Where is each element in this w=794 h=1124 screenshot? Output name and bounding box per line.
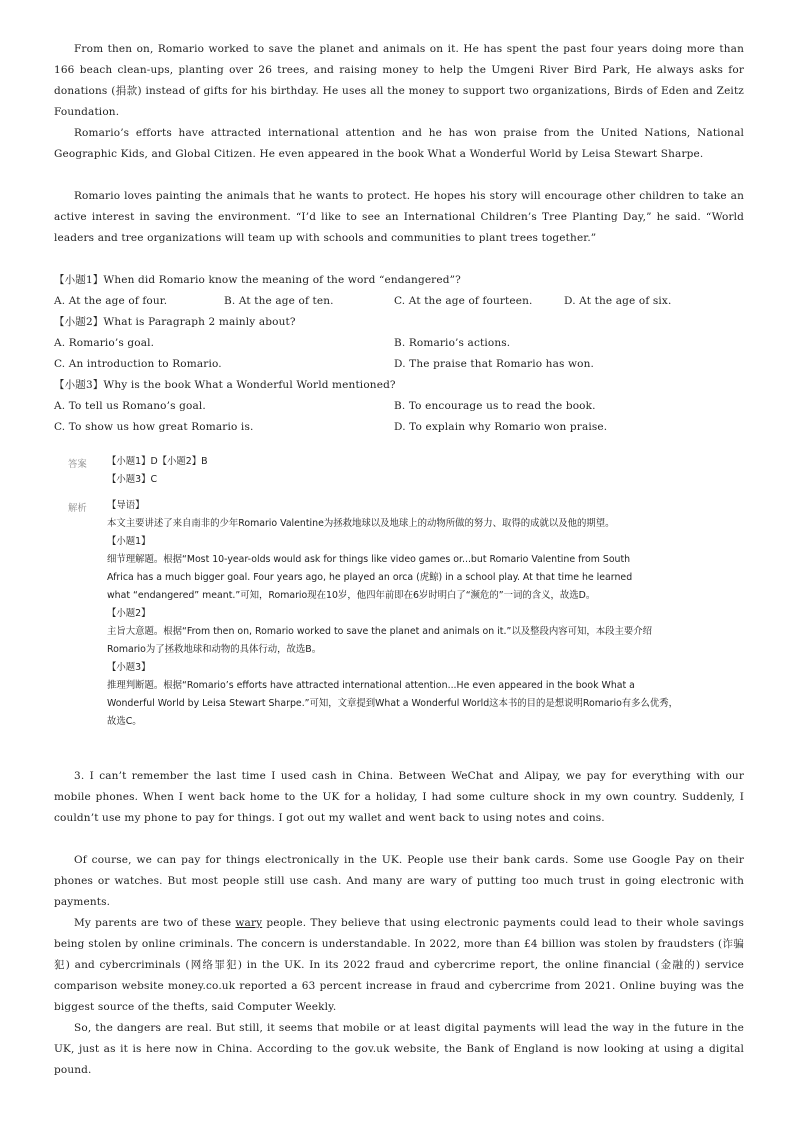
question-1-option-c: C. At the age of fourteen. [394,295,533,307]
question-1-stem: 【小题1】When did Romario know the meaning of the word “endangered”? [54,274,461,286]
passage2-paragraph-3 [54,913,744,1018]
answer-line-1: 【小题1】D【小题2】B [107,456,208,467]
answer-label: 答案 [68,459,87,470]
passage2-paragraph-2: Of course, we can pay for things electronically in the UK. People use their bank cards. Some use Google Pay on their phones or watches. But most people still use cash. And many are wary of putting too much trust in going electronic with payments. [54,854,744,908]
answer-block [107,453,727,489]
question-3-option-d: D. To explain why Romario won praise. [394,421,608,433]
passage2-paragraph-4: So, the dangers are real. But still, it seems that mobile or at least digital payments will lead the way in the future in the UK, just as it is here now in China. According to the gov.uk website, the Bank of England is now looking at using a digital pound. [54,1022,744,1076]
underlined-word: wary [235,917,263,929]
analysis-label: 解析 [68,503,87,514]
analysis-line: Wonderful World by Leisa Stewart Sharpe.”可知，文章提到What a Wonderful World这本书的目的是想说明Romario有多么优秀， [107,698,679,709]
analysis-line: 本文主要讲述了来自南非的少年Romario Valentine为拯救地球以及地球上的动物所做的努力、取得的成就以及他的期望。 [107,518,615,529]
question-1-option-a: A. At the age of four. [54,295,168,307]
paragraph-text: My parents are two of these [74,917,236,929]
question-3-option-c: C. To show us how great Romario is. [54,421,254,433]
analysis-line: 主旨大意题。根据“From then on, Romario worked to save the planet and animals on it.”以及整段内容可知，本段主要介绍 [107,626,652,637]
analysis-line: Africa has a much bigger goal. Four years ago, he played an orca (虎鲸) in a school play. At that time he learned [107,572,633,583]
analysis-line: 【小题1】 [107,536,151,547]
question-1-option-d: D. At the age of six. [564,295,672,307]
passage2-paragraph-1: 3. I can’t remember the last time I used cash in China. Between WeChat and Alipay, we pay for everything with our mobile phones. When I went back home to the UK for a holiday, I had some culture shock in my own country. Suddenly, I couldn’t use my phone to pay for things. I got out my wallet and went back to using notes and coins. [54,770,744,824]
question-3-option-a: A. To tell us Romano’s goal. [54,400,206,412]
question-3-option-b: B. To encourage us to read the book. [394,400,596,412]
analysis-line: 故选C。 [107,716,142,727]
passage1-paragraph-3: Romario loves painting the animals that he wants to protect. He hopes his story will encourage other children to take an active interest in saving the environment. “I’d like to see an International Children’s Tree Planting Day,” he said. “World leaders and tree organizations will team up with schools and communities to plant trees together.” [54,190,744,244]
analysis-line: 推理判断题。根据“Romario’s efforts have attracted international attention...He even appeared in the book What a [107,680,635,691]
question-2-stem: 【小题2】What is Paragraph 2 mainly about? [54,316,296,328]
answer-line-2: 【小题3】C [107,474,158,485]
question-2-option-a: A. Romario’s goal. [54,337,155,349]
analysis-block [107,497,727,731]
question-2-option-d: D. The praise that Romario has won. [394,358,595,370]
question-1-option-b: B. At the age of ten. [224,295,334,307]
passage1-paragraph-2: Romario’s efforts have attracted international attention and he has won praise from the United Nations, National Geographic Kids, and Global Citizen. He even appeared in the book What a Wonderful World by Leisa Stewart Sharpe. [54,127,744,160]
analysis-line: 【导语】 [107,500,145,511]
passage1-paragraph-1: From then on, Romario worked to save the planet and animals on it. He has spent the past four years doing more than 166 beach clean-ups, planting over 26 trees, and raising money to help the Umgeni River Bird Park, He always asks for donations (捐款) instead of gifts for his birthday. He uses all the money to support two organizations, Birds of Eden and Zeitz Foundation. [54,43,744,118]
question-2-option-b: B. Romario’s actions. [394,337,511,349]
paragraph-text: people. They believe that using electronic payments could lead to their whole savings being stolen by online criminals. The concern is understandable. In 2022, more than £4 billion was stolen by fraudsters (诈骗犯) and cybercriminals (网络罪犯) in the UK. In its 2022 fraud and cybercrime report, the online financial (金融的) service comparison website money.co.uk reported a 63 percent increase in fraud and cybercrime from 2021. Online buying was the biggest source of the thefts, said Computer Weekly. [54,917,744,1013]
question-2-option-c: C. An introduction to Romario. [54,358,222,370]
question-3-stem: 【小题3】Why is the book What a Wonderful World mentioned? [54,379,396,391]
analysis-line: Romario为了拯救地球和动物的具体行动，故选B。 [107,644,322,655]
analysis-line: what “endangered” meant.”可知，Romario现在10岁，他四年前即在6岁时明白了“濒危的”一词的含义，故选D。 [107,590,596,601]
analysis-line: 【小题3】 [107,662,151,673]
analysis-line: 细节理解题。根据“Most 10-year-olds would ask for things like video games or...but Romario Valentine from South [107,554,631,565]
analysis-line: 【小题2】 [107,608,151,619]
